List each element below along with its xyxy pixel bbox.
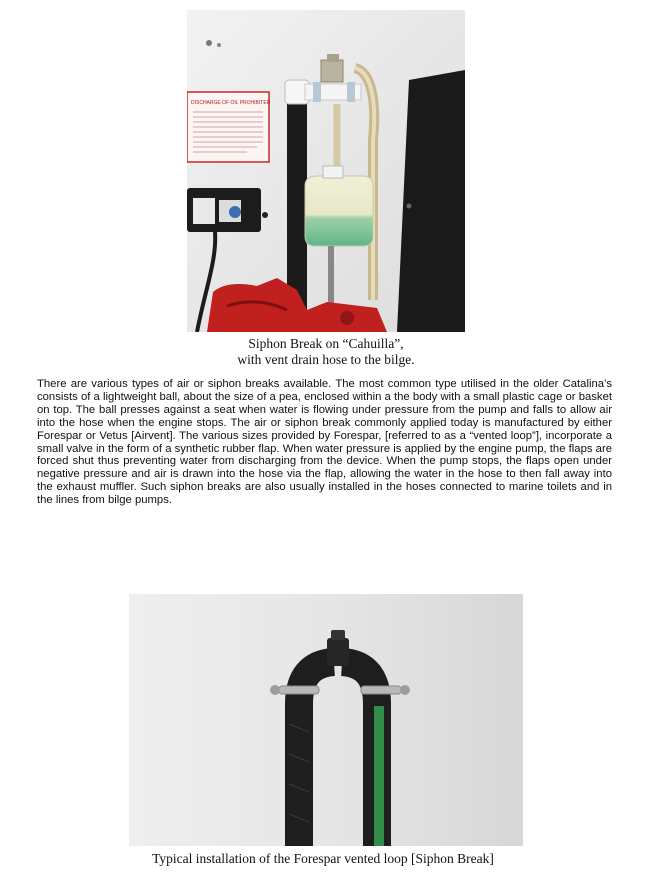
photo1-caption-line2: with vent drain hose to the bilge.	[237, 352, 415, 367]
siphon-break-cahuilla-photo	[187, 10, 465, 332]
photo2-caption: Typical installation of the Forespar vented loop [Siphon Break]	[152, 851, 494, 866]
body-paragraph: There are various types of air or siphon breaks available. The most common type utilised in the older Catalina’s consists of a lightweight ball, about the size of a pea, enclosed within a the body with a small plastic cage or basket on top. The ball presses against a seat when water is flowing under pressure from the pump and falls to allow air into the hose when the engine stops. The air or siphon break commonly applied today is manufactured by either Forespar or Vetus [Airvent]. The various sizes provided by Forespar, [referred to as a “vented loop”], incorporate a small valve in the form of a synthetic rubber flap. When water pressure is applied by the engine pump, the flaps are forced shut thus preventing water from discharging from the device. When the pump stops, the flaps open under negative pressure and air is drawn into the hose via the flap, allowing the water in the hose to then fall away into the exhaust muffler. Such siphon breaks are also usually installed in the hoses connected to marine toilets and in the lines from bilge pumps.	[37, 378, 612, 507]
photo1-caption-line1: Siphon Break on “Cahuilla”,	[248, 336, 404, 351]
oil-sign-heading: DISCHARGE OF OIL PROHIBITED	[191, 100, 271, 106]
photo1-caption	[187, 336, 465, 368]
forespar-vented-loop-photo	[129, 594, 523, 846]
